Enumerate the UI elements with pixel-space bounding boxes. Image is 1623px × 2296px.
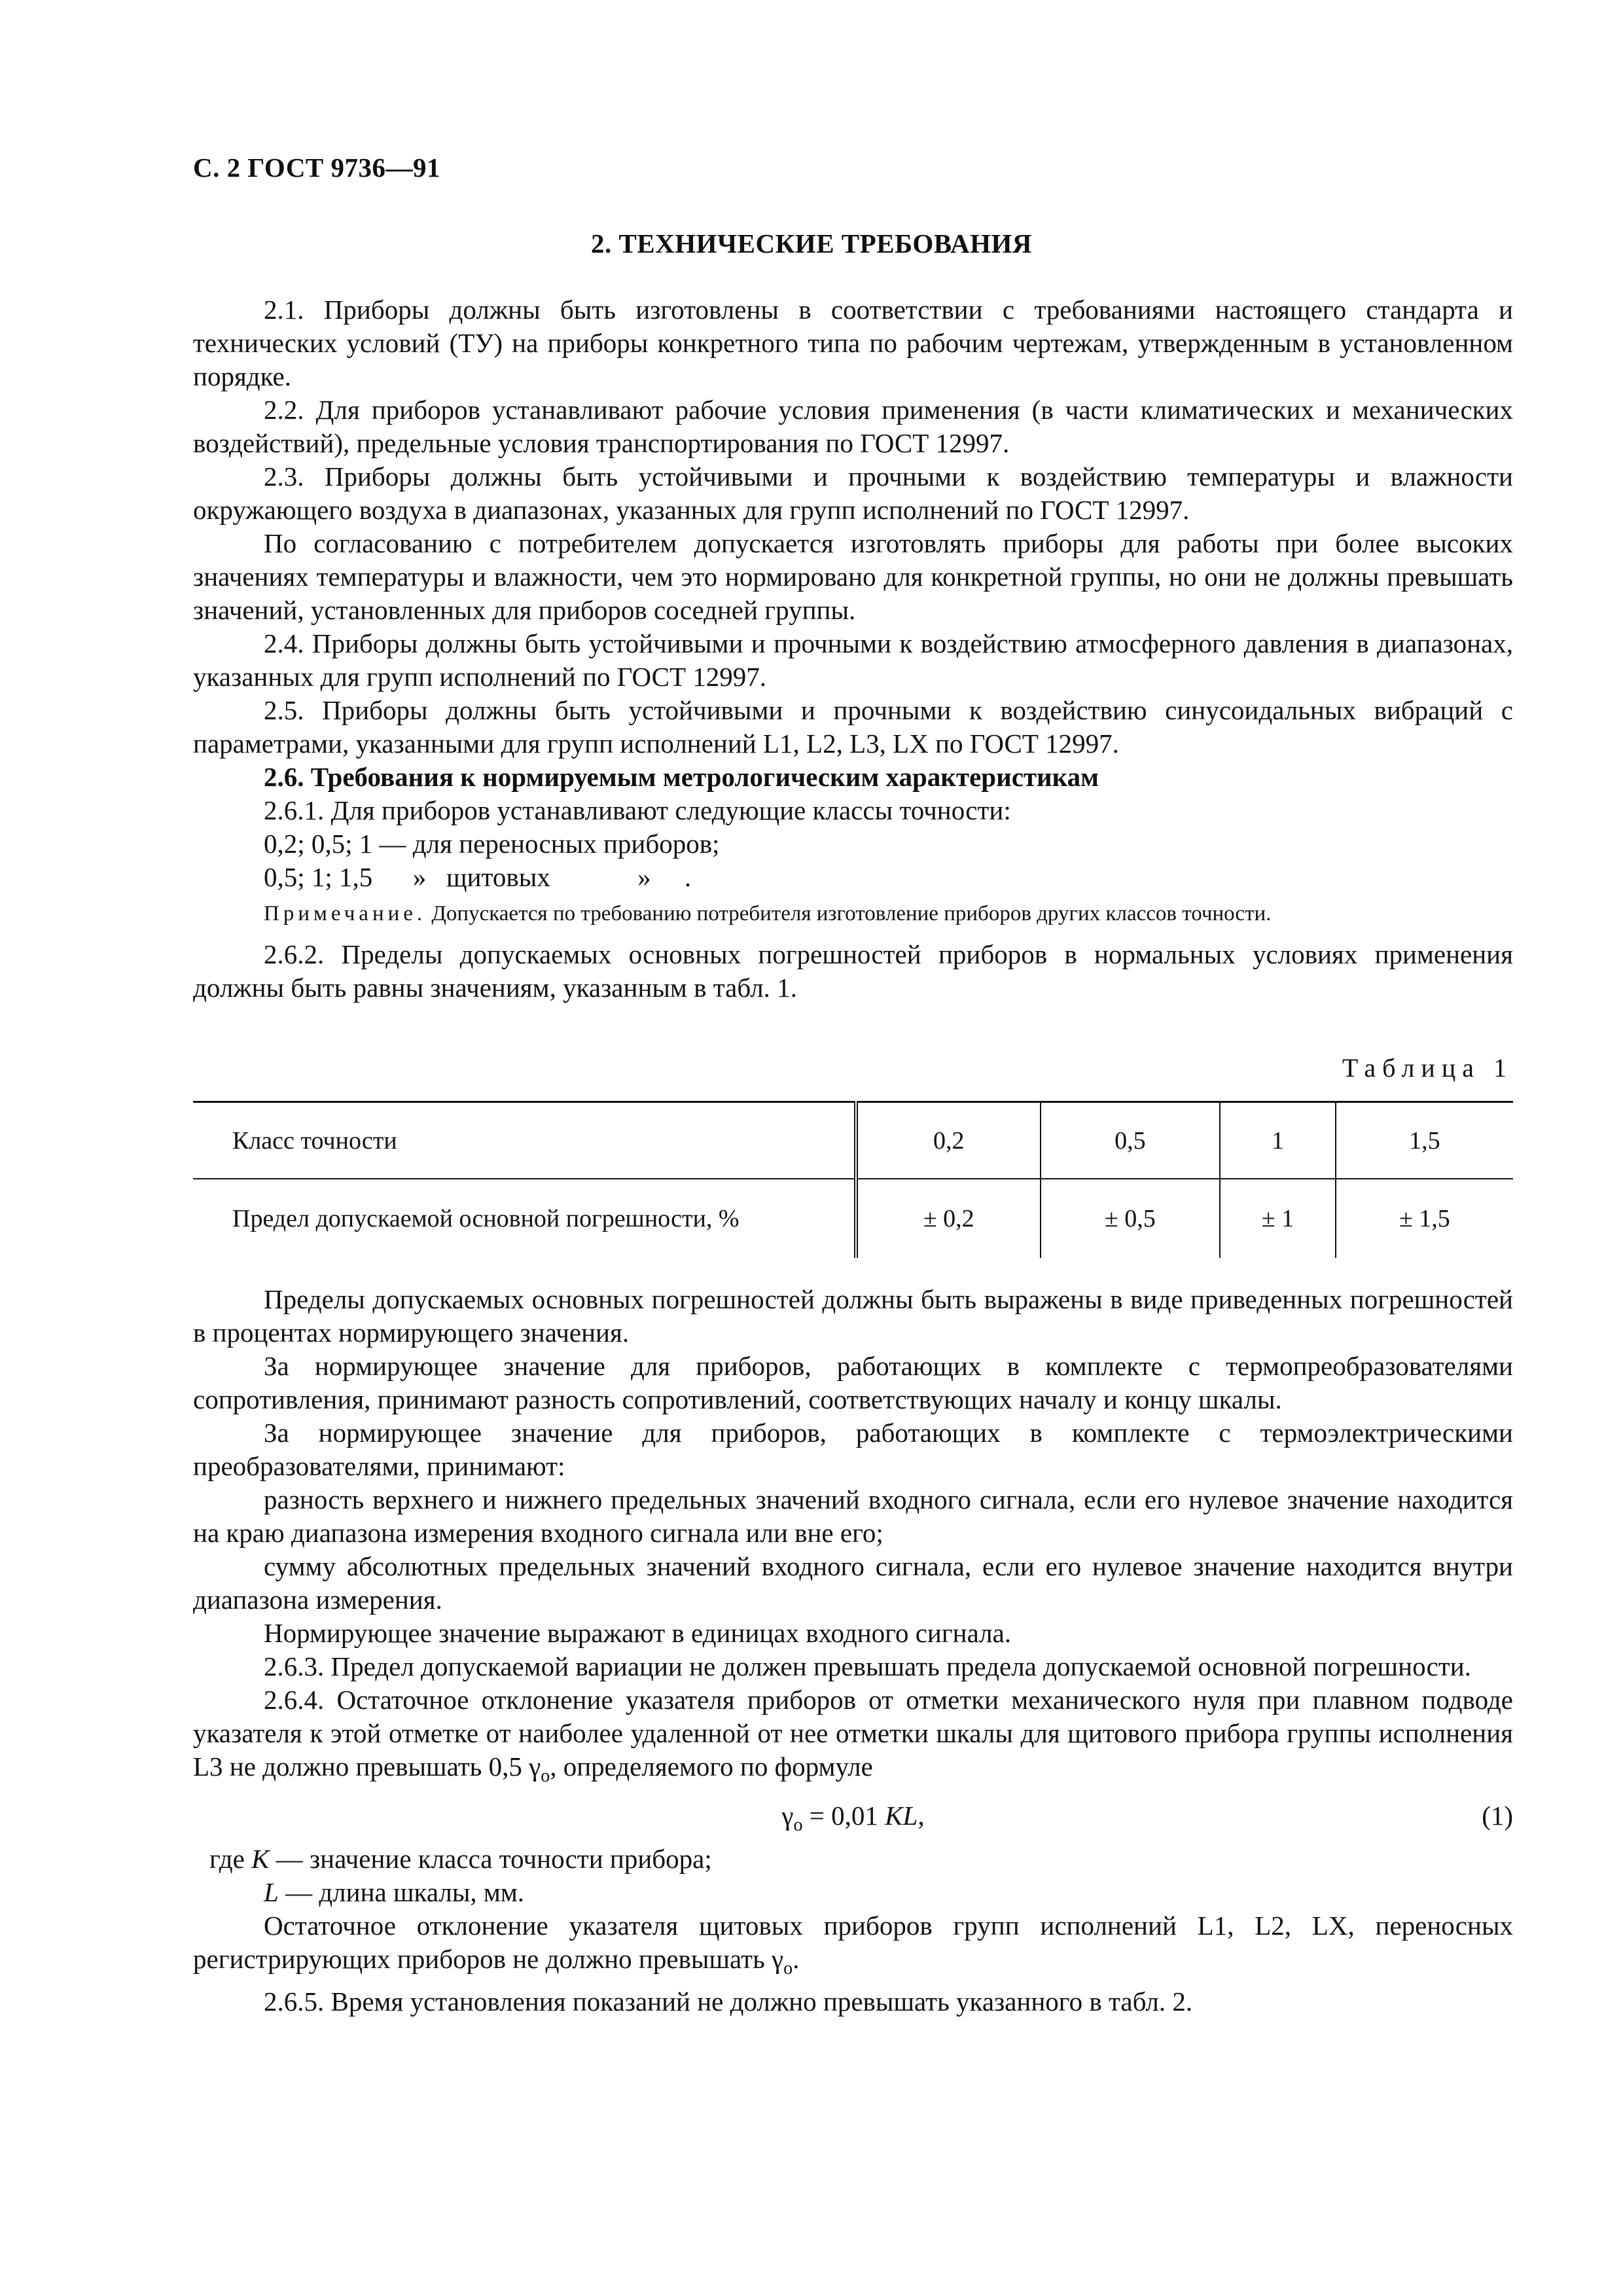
- table-cell: Предел допускаемой основной погрешности, %: [193, 1179, 856, 1258]
- page-header: С. 2 ГОСТ 9736—91: [193, 152, 441, 183]
- table-cell: 1: [1220, 1102, 1336, 1179]
- subscript: о: [783, 1958, 793, 1979]
- paragraph: 2.6.3. Предел допускаемой вариации не должен превышать предела допускаемой основной погрешности.: [264, 1651, 1471, 1681]
- paragraph: Нормирующее значение выражают в единицах входного сигнала.: [264, 1618, 1012, 1648]
- formula-text: ,: [918, 1801, 925, 1831]
- paragraph-text: 2.6.4. Остаточное отклонение указателя приборов от отметки механического нуля при плавном подводе указателя к этой отметке от наиболее удаленной от нее отметки шкалы для щитового прибора группы исполнения L3 не должно превышать 0,5 γ: [193, 1685, 1513, 1782]
- variable: L: [264, 1877, 279, 1908]
- body-section-bottom: [193, 1283, 1513, 2018]
- table-cell: 0,5: [1041, 1102, 1221, 1179]
- variable: K: [251, 1844, 270, 1874]
- body-section-top: [193, 293, 1513, 1005]
- section-title: 2. ТЕХНИЧЕСКИЕ ТРЕБОВАНИЯ: [590, 228, 1033, 259]
- paragraph: 2.5. Приборы должны быть устойчивыми и прочными к воздействию синусоидальных вибраций с параметрами, указанными для групп исполнений L1, L2, L3, LX по ГОСТ 12997.: [193, 695, 1513, 759]
- table-cell: ± 0,5: [1041, 1179, 1221, 1258]
- paragraph: 2.6.1. Для приборов устанавливают следующие классы точности:: [264, 795, 1011, 825]
- where-text: — значение класса точности прибора;: [269, 1844, 712, 1874]
- formula-variable: KL: [885, 1801, 918, 1831]
- note-text: Допускается по требованию потребителя изготовление приборов других классов точности.: [426, 902, 1272, 925]
- paragraph: По согласованию с потребителем допускается изготовлять приборы для работы при более высоких значениях температуры и влажности, чем это нормировано для конкретной группы, но они не должны превышать значений, установленных для приборов соседней группы.: [193, 528, 1513, 625]
- table-cell: 0,2: [856, 1102, 1041, 1179]
- paragraph: 2.6.2. Пределы допускаемых основных погрешностей приборов в нормальных условиях применения должны быть равны значениям, указанным в табл. 1.: [193, 939, 1513, 1003]
- paragraph: 2.4. Приборы должны быть устойчивыми и прочными к воздействию атмосферного давления в диапазонах, указанных для групп исполнений по ГОСТ 12997.: [193, 628, 1513, 692]
- paragraph: сумму абсолютных предельных значений входного сигнала, если его нулевое значение находится внутри диапазона измерения.: [193, 1551, 1513, 1615]
- formula-number: (1): [1482, 1801, 1513, 1831]
- subscript: о: [541, 1766, 550, 1787]
- where-line: [193, 1842, 1513, 1876]
- paragraph-text: , определяемого по формуле: [550, 1751, 873, 1782]
- formula: [193, 1799, 1513, 1842]
- table-cell: ± 0,2: [856, 1179, 1041, 1258]
- paragraph: За нормирующее значение для приборов, работающих в комплекте с термоэлектрическими преобразователями, принимают:: [193, 1418, 1513, 1481]
- subscript: о: [793, 1815, 803, 1836]
- table-cell: ± 1,5: [1336, 1179, 1513, 1258]
- formula-row: [193, 1799, 1513, 1839]
- formula-symbol: γ: [781, 1801, 794, 1831]
- table-cell: ± 1: [1220, 1179, 1336, 1258]
- where-prefix: где: [209, 1844, 252, 1874]
- note-label: Примечание.: [264, 902, 427, 925]
- paragraph-text: .: [793, 1944, 800, 1975]
- where-text: — длина шкалы, мм.: [278, 1877, 525, 1908]
- paragraph: 2.6.5. Время установления показаний не должно превышать указанного в табл. 2.: [264, 1986, 1193, 2017]
- paragraph: разность верхнего и нижнего предельных значений входного сигнала, если его нулевое значение находится на краю диапазона измерения входного сигнала или вне его;: [193, 1484, 1513, 1548]
- paragraph: 2.3. Приборы должны быть устойчивыми и прочными к воздействию температуры и влажности окружающего воздуха в диапазонах, указанных для групп исполнений по ГОСТ 12997.: [193, 461, 1513, 525]
- paragraph: За нормирующее значение для приборов, работающих в комплекте с термопреобразователями сопротивления, принимают разность сопротивлений, соответствующих началу и концу шкалы.: [193, 1351, 1513, 1414]
- table-caption: Таблица 1: [1342, 1053, 1513, 1083]
- table-row: [193, 1179, 1513, 1258]
- paragraph: Пределы допускаемых основных погрешностей должны быть выражены в виде приведенных погрешностей в процентах нормирующего значения.: [193, 1284, 1513, 1348]
- where-line: [193, 1876, 1513, 1909]
- accuracy-classes-panel: 0,5; 1; 1,5 » щитовых » .: [264, 862, 692, 892]
- note: [193, 899, 1513, 929]
- formula-text: = 0,01: [802, 1801, 885, 1831]
- table-row: [193, 1102, 1513, 1179]
- paragraph: 2.2. Для приборов устанавливают рабочие условия применения (в части климатических и механических воздействий), предельные условия транспортирования по ГОСТ 12997.: [193, 395, 1513, 458]
- table-cell: Класс точности: [193, 1102, 856, 1179]
- subsection-heading: 2.6. Требования к нормируемым метрологическим характеристикам: [264, 762, 1099, 792]
- paragraph: [193, 1909, 1513, 1985]
- paragraph: [193, 1683, 1513, 1793]
- accuracy-table: [193, 1101, 1513, 1258]
- paragraph-text: Остаточное отклонение указателя щитовых приборов групп исполнений L1, L2, LX, переносных регистрирующих приборов не должно превышать γ: [193, 1910, 1513, 1975]
- accuracy-classes-portable: 0,2; 0,5; 1 — для переносных приборов;: [264, 829, 720, 859]
- table-cell: 1,5: [1336, 1102, 1513, 1179]
- paragraph: 2.1. Приборы должны быть изготовлены в соответствии с требованиями настоящего стандарта и технических условий (ТУ) на приборы конкретного типа по рабочим чертежам, утвержденным в установленном порядке.: [193, 295, 1513, 391]
